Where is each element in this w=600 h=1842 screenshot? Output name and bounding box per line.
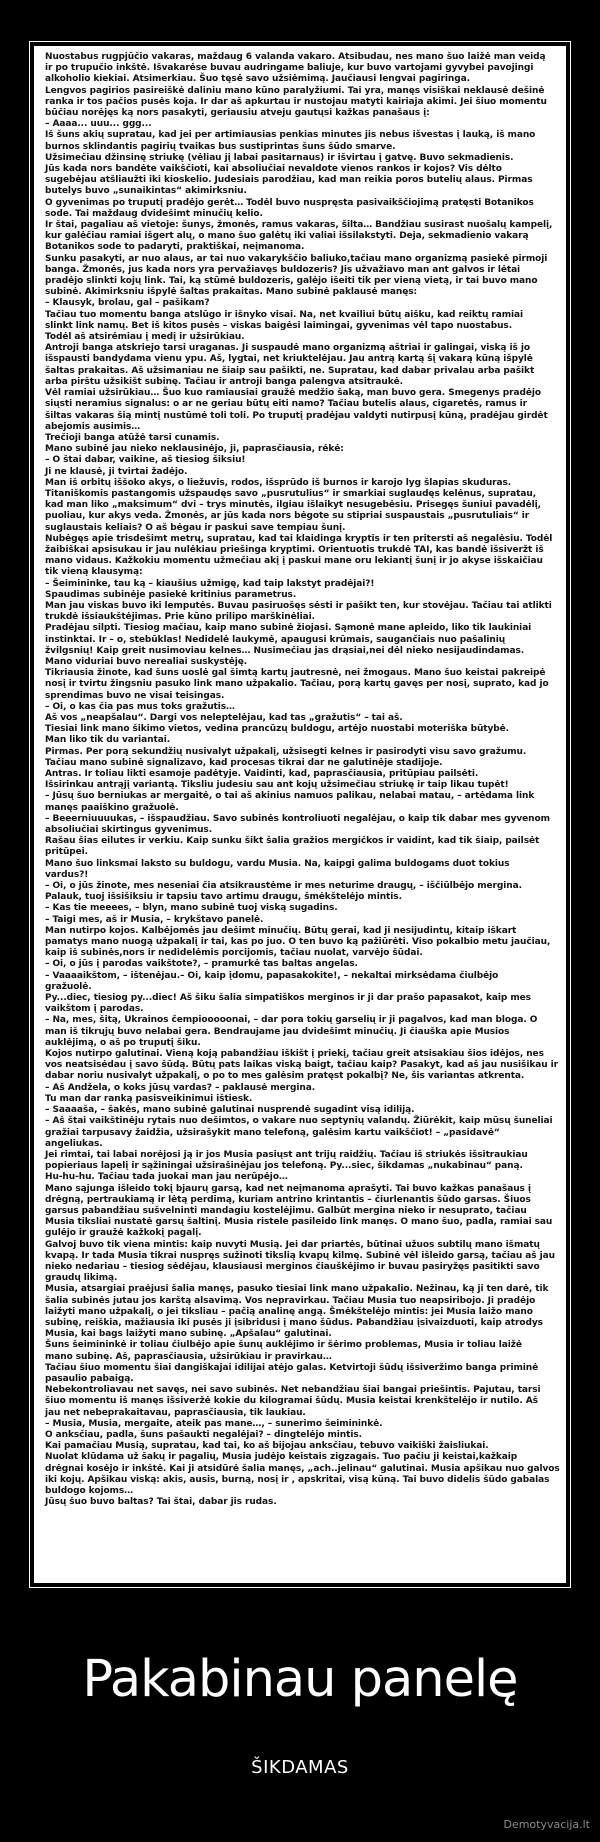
poster-text-line: – Šeimininke, tau ką – kiaušius užmigę, kad taip lakstyt pradėjai?!	[45, 578, 375, 589]
poster-text-line: Tiesiai link mano šikimo vietos, vedina prancūzų buldogu, artėjo nuostabi moteriška būtybė.	[45, 724, 509, 735]
poster-text-line: Rašau šias eilutes ir verkiu. Kaip sunku šikt šalia gražios mergičkos ir vaidint, kad tik šiaip, pailsėt	[45, 836, 540, 847]
poster-text-line: O anksčiau, padla, šuns pašaukti negalėjai? – dingtelėjo mintis.	[45, 1429, 362, 1440]
poster-text-line: pradėjo slinkti kojų link. Tai, ką stūmė buldozeris, galėjo išeiti tik per vieną vietą, ir tai buvo mano	[45, 276, 538, 287]
poster-text-line: Man liko tik du variantai.	[45, 735, 171, 746]
poster-text-line: tik vieną klausymą:	[45, 567, 143, 578]
poster-text-line: banga. Žmonės, jus kada nors yra pervažiavęs buldozeris? Jis užvažiavo man ant galvos ir lėtai	[45, 264, 521, 275]
poster-text-line: Musia, atsargiai praėjusi šalia manęs, pasuko tiesiai link mano užpakalio. Nežinau, ką ji ten darė, tik	[45, 1284, 549, 1295]
poster-text-line: Galvoj buvo tik viena mintis: kaip nuvyti Musią. Jei dar priartės, būtinai užuos subtilų mano išmatų	[45, 1239, 540, 1250]
poster-text-line: žvilgsnių! Kaip greit nusimoviau kelnes… Nusimečiau jas drąsiai,nei dėl nieko nesijaudindamas.	[45, 645, 525, 656]
poster-text-line: Užsimečiau džinsinę striukę (vėliau jį labai pasitarnaus) ir išvirtau į gatvę. Buvo sekmadienis.	[45, 152, 514, 163]
poster-text-line: slinkt link namų. Bet iš kitos pusės – viskas baigėsi laimingai, gyvenimas vėl tapo nuostabus.	[45, 320, 513, 331]
poster-text-line: suglaustais keliais? O aš bėgau ir paskui save tempiau šunį.	[45, 522, 346, 533]
subtitle: ŠIKDAMAS	[251, 1757, 349, 1778]
poster-text-line: Nebekontroliavau net savęs, nei savo subinės. Net nebandžiau šiai bangai priešintis. Pajutau, tarsi	[45, 1385, 541, 1396]
poster-text-line: Mano subinė jau nieko neklausinėjo, ji, paprasčiausia, rėkė:	[45, 444, 344, 455]
poster-text-line: iki kojų. Apšikau viską: akis, ausis, burną, nosį ir , apskritai, visą kūną. Tai buvo didelis šūdo gabalas	[45, 1474, 550, 1485]
poster-text-line: Pradėjau silpti. Tiesiog mačiau, kaip mano subinė žiojasi. Sąmonė mane apleido, liko tik laukiniai	[45, 623, 532, 634]
poster-text-line: Šuns šeimininkė ir toliau čiulbėjo apie šunų auklėjimo ir šėrimo problemas, Musia ir toliau laižė	[45, 1340, 522, 1351]
poster-text-line: ir po trupučio inkštė. Išvakarėse buvau audringame baliuje, kur buvo vartojami gyvybei pavojingi	[45, 63, 534, 74]
poster-text-line: Jūsų šuo buvo baltas? Tai štai, dabar jis rudas.	[45, 1497, 277, 1508]
poster-text-line: Jūs kada nors bandėte vaikščioti, kai absoliučiai nevaldote vienos rankos ir kojos? Vis dėlto	[45, 164, 502, 175]
poster-text-line: – Aš Andželа, o koks jūsų vardas? – paklausė mergina.	[45, 1082, 316, 1093]
poster-text-line: gulėjo ir graužė kažkokį pagalį.	[45, 1228, 202, 1239]
poster-text-line: Lengvos pagirios pasireiškė daliniu mano kūno paralyžiumi. Tai yra, manęs visiškai neklausė dešinė	[45, 85, 545, 96]
poster-text-line: pritūpei.	[45, 847, 89, 858]
poster-text-line: – Jūsų šuo berniukas ar mergaitė, o tai aš akinius namuos palikau, nelabai matau, – artėdama link	[45, 791, 535, 802]
poster-text-line: kad man liko „maksimum“ dvi – trys minutės, ilgiau išlaikyt nesugebėsiu. Prisegęs šuniui pavadėlį,	[45, 500, 542, 511]
poster-text-line: auklėjimą, o aš po truputį šiku.	[45, 1037, 201, 1048]
poster-text-line: kur galėčiau ramiai išgert alų, o mano šuo galėtų iki valiai išsilakstyti. Deja, sekmadienio vakarą	[45, 231, 529, 242]
poster-text-line: šiuo momentu iš manęs išsiveržė kokie du kilogramai šūdų. Musia keistai krenkštelėjo ir nutilo. Aš	[45, 1396, 538, 1407]
poster-text-line: subinė. Akimirksniu išpylė šaltas prakaitas. Mano subinė paklausė manęs:	[45, 287, 418, 298]
poster-text-line: – Taigi mes, aš ir Musia, – krykštavo panelė.	[45, 914, 264, 925]
poster-text-line: pasaulio pabaigą.	[45, 1373, 134, 1384]
poster-text-line: drėgnai kosėjo ir inkštė. Kai ji atsidūrė šalia manęs, „ach..jelinau“ galutinai. Musia apšikau nuo galvos	[45, 1463, 560, 1474]
poster-text-line: Aš vos „neapšalau“. Dargi vos neleptelėjau, kad tas „gražutis“ – tai aš.	[45, 712, 403, 723]
poster-text-line: nieko nedariau – tiesiog sėdėjau, klausiausi merginos čiauškėjimo ir buvau pasiryžęs pasitikti savo	[45, 1261, 540, 1272]
poster-text-line: Pirmas. Per porą sekundžių nusivalyt užpakalį, užsisegti kelnes ir pasirodyti visu savo gražumu.	[45, 746, 527, 757]
poster-text-line: Man nutirpo kojos. Kalbėjomės jau dešimt minučių. Būtų gerai, kad ji nesijudintų, kitaip iškart	[45, 925, 517, 936]
poster-text-line: – Oi, o kas čia pas mus toks gražutis…	[45, 701, 235, 712]
poster-text-line: Nuostabus rugpjūčio vakaras, maždaug 6 valanda vakaro. Atsibudau, nes mano šuo laižė man veidą	[45, 52, 546, 62]
poster-text-line: Mano sąjunga išleido tokį bjaurų garsą, kad net neįmanoma aprašyti. Tai buvo kažkas panašaus į	[45, 1183, 531, 1194]
poster-text-line: – Klausyk, brolau, gal – pašikam?	[45, 298, 210, 309]
poster-text-line: būčiau norėjęs ką nors pasakyti, geriausiu atveju gautųsi kažkas panašaus į:	[45, 108, 430, 119]
poster-text-line: Ji ne klausė, ji tvirtai žadėjo.	[45, 466, 188, 477]
poster-text-line: Sunku pasakyti, ar nuo alaus, ar tai nuo vakarykščio baliuko,tačiau mano organizmą pasiekė pirmoji	[45, 253, 548, 264]
poster-text-line: subinę, reiškia, mažiausia iki pusės ji įsibridusi į mano šūdus. Pabandžiau įsivaizduoti, kaip atrodys	[45, 1317, 543, 1328]
poster-text-line: Mano šuo linksmai laksto su buldogu, vardu Musia. Na, kaipgi galima buldogams duot tokius	[45, 858, 510, 869]
poster-text-line: šaltas prakaitas. Aš užsimaniau ne šiaip sau pašikti, ne. Supratau, kad dabar privalau arba pašikt	[45, 365, 535, 376]
poster-text-line: – Beeerniuuuukas, – išspaudžiau. Savo subinės kontroliuoti negalėjau, o kaip tik dabar mes gyvenom	[45, 813, 550, 824]
poster-text-line: Antroji banga atskriejo tarsi uraganas. Ji suspaudė mano organizmą aštriai ir galingai, viską iš jo	[45, 343, 530, 354]
poster-text-line: Tačiau tuo momentu banga atslūgo ir išnyko visai. Na, net kvailiui būtų aišku, kad reiktų ramiai	[45, 309, 524, 320]
poster-text-line: Musia, kai bags laižyti mano subinę. „Apšalau“ galutinai.	[45, 1329, 332, 1340]
poster-text-line: Todėl aš atsirėmiau į medį ir užsirūkiau.	[45, 332, 245, 343]
poster-text-line: vardus?!	[45, 869, 89, 880]
poster-text-line: absoliučiai skirtingus gyvenimus.	[45, 825, 213, 836]
poster-text-line: – O štai dabar, vaikine, aš tiesiog šiksiu!	[45, 455, 246, 466]
poster-text-line: abejomis ausimis…	[45, 421, 141, 432]
poster-text-line: – Musia, Musia, mergaite, ateik pas mane…, – sunerimo šeimininkė.	[45, 1418, 383, 1429]
poster-text-line: Nubėgęs apie trisdešimt metrų, supratau, kad tai klaidinga kryptis ir ten pritersti aš negalėsiu. Todėl	[45, 533, 553, 544]
poster-text-line: Palauk, tuoj išsišiksiu ir tapsiu tavo artimu draugu, šmėkštelėjo mintis.	[45, 892, 402, 903]
poster-text-line: Tikriausia žinote, kad šuns uoslė gal šimtą kartų jautresnė, nei žmogaus. Mano šuo keistai pakreipė	[45, 668, 546, 679]
poster-text-line: graudų likimą.	[45, 1273, 118, 1284]
poster-text-line: kvapą. Ir tada Musia tikrai nuspręs sužinoti tikslią kvapų kilmę. Subinė vėl išleido garsą, tačiau aš jau	[45, 1250, 555, 1261]
poster-text-line: angeliukas.	[45, 1138, 103, 1149]
poster-text-line: nosį ir tvirtu žingsniu pasuko link mano užpakalio. Tačiau, porą kartų gavęs per nosį, suprato, kad jo	[45, 679, 549, 690]
poster-text-line: Trečioji banga atūžė tarsi cunamis.	[45, 432, 220, 443]
poster-text-line: sode. Tai maždaug dvidešimt minučių kelio.	[45, 208, 263, 219]
poster-text-line: dabar noriu nusivalyt užpakalį, o po to mes galėsim pratęst pokalbį? Ne, šis variantas atkrenta.	[45, 1071, 525, 1082]
poster-text-line: popieriaus lapelį ir sąžiningai užsirašinėjau jos telefoną. Py...siec, šikdamas „nukabinau“ paną.	[45, 1161, 523, 1172]
poster-text-line: butelys buvo „sunaikintas“ akimirksniu.	[45, 186, 247, 197]
poster-text-line: Spaudimas subinėje pasiekė kritinius parametrus.	[45, 589, 297, 600]
poster-text-line: Ir štai, pagaliau aš vietoje: šunys, žmonės, ramus vakaras, šilta… Bandžiau susirast nuošalų kampelį,	[45, 220, 553, 231]
poster-text-line: Tačiau mano subinė signalizavo, kad procesas tikrai dar ne galutinėje stadijoje.	[45, 757, 443, 768]
poster-frame	[29, 41, 571, 1588]
poster-text-line: vaikštom į parodas.	[45, 1004, 144, 1015]
poster-text-line: manęs paaiškino gražuolė.	[45, 802, 179, 813]
poster-text-line: Iš šuns akių supratau, kad jei per artimiausias penkias minutes jis nebus išvestas į lauką, iš mano	[45, 130, 536, 141]
poster-text-line: Vėl ramiai užsirūkiau… Šuo kuo ramiausiai graužė medžio šaką, man buvo gera. Smegenys pradėjo	[45, 388, 541, 399]
poster-text-line: – Aaaa... uuu... ggg...	[45, 119, 152, 130]
poster-text-line: buldogo kojoms…	[45, 1486, 134, 1496]
poster-text-line: gražiai tarpusavy žaidžia, užsirašykit mano telefoną, galėsim kartu vaikščiot! – „pasidavė“	[45, 1127, 500, 1138]
poster-text-line: žaibiškai apsisukau ir jau nulėkiau priešinga kryptimi. Orientuotis trukdė TAI, kas bandė išsiveržt iš	[45, 544, 544, 555]
poster-text-line: – Saaaaša, – šakės, mano subinė galutinai nusprendė sugadint visą idiliją.	[45, 1105, 415, 1116]
poster-text-line: Man jau viskas buvo iki lemputės. Buvau pasiruošęs sėsti ir pašikt ten, kur stovėjau. Tačiau tai atlikti	[45, 600, 552, 611]
poster-text-line: mano subinę. Aš, paprasčiausia, užsirūkiau ir pravirkau…	[45, 1351, 332, 1362]
poster-text-line: pamatys mano nuogą užpakalį ir tai, kas po juo. O ten buvo ką pažiūrėti. Viso pokalbio metu jaučiau,	[45, 937, 551, 948]
poster-text-line: Kai pamačiau Musią, supratau, kad tai, ko aš bijojau anksčiau, tebuvo vaikiški žaisliukai.	[45, 1441, 489, 1452]
poster-text-line: – Aš štai vaikštinėju rytais nuo dešimtos, o vakare nuo septynių valandų. Žiūrėkit, kaip mūsų šuneliai	[45, 1116, 553, 1127]
poster-text-line: drėgną, pertraukiamą ir lėtą perdimą, kuriam antrino krintantis – čiurlenantis šūdo garsas. Šiuos	[45, 1194, 531, 1205]
poster-text-line: Antras. Ir toliau likti esamoje padėtyje. Vaidinti, kad, paprasčiausia, pritūpiau pailsėti.	[45, 769, 479, 779]
watermark: Demotyvacija.lt	[503, 1818, 590, 1831]
poster-text-line: mano vidaus. Kažkokiu momentu užmečiau akį į paskui mane oru lekiantį šunį ir jo akyse išskaičiau	[45, 556, 543, 567]
poster-text-line: – Oi, o jūs į parodas vaikštote?, – pramurkė tas baltas angelas.	[45, 959, 358, 970]
poster-text-line: puoliau, kur akys veda. Žmonės, ar jūs kada nors bėgote su stipriai suspaustais „pusrutuliais“ ir	[45, 511, 530, 522]
poster-text-line: arba pirštu užsikišt subinę. Tačiau ir antroji banga palengva atsitraukė.	[45, 376, 403, 387]
poster-text-line: Mano viduriai buvo nerealiai suskystėję.	[45, 656, 248, 667]
poster-text-line: garsus pabandžiau sušvelninti mandagiu kostelėjimu. Galbūt mergina nieko ir nesuprato, tačiau	[45, 1205, 527, 1216]
poster-text-line: Tu man dar ranką pasisveikinimui ištiesk.	[45, 1093, 253, 1104]
poster-text-line: – Na, mes, šitą, Ukrainos čempiooooonai, – dar pora tokių garselių ir ji pagalvos, kad man bloga. O	[45, 1015, 538, 1026]
poster-text-line: trukdė išsiaukštėjimas. Prie kūno prilipo marškinėliai.	[45, 612, 315, 623]
poster-text-line: Tačiau šiuo momentu šiai dangiškajai idilijai atėjo galas. Ketvirtoji šūdų išsiveržimo banga priminė	[45, 1362, 539, 1373]
poster-text-line: – Kas tie meeees, – blyn, mano subinė tuoj viską sugadins.	[45, 903, 338, 914]
poster-text-line: Išsirinkau antrąjį variantą. Tiksliu judesiu sau ant kojų užsimečiau striukę ir taip likau tupėt!	[45, 780, 509, 791]
poster-text-line: Py...diec, tiesiog py...diec! Aš šiku šalia simpatiškos merginos ir ji dar prašo papasakot, kaip mes	[45, 993, 531, 1004]
poster-text-line: alkoholio kiekiai. Atsimerkiau. Šuo tęsė savo užsiėmimą. Jaučiausi lengvai pagiringa.	[45, 74, 470, 85]
poster-text-line: Nuolat klūdama už šakų ir pagalių, Musia judėjo keistais zigzagais. Tuo pačiu ji keistai,kažkaip	[45, 1452, 518, 1463]
poster-text-line: šiltas vakaras šią mintį nustūmė toli toli. Po truputį pradėjau valdyti nutirpusį kūną, pradėjau girdėt	[45, 410, 548, 421]
poster-text-line: Musia tiksliai nustatė garsų šaltinį. Musia ristele pasileido link manęs. O mano šuo, padla, ramiai sau	[45, 1217, 553, 1228]
poster-text-line: laižyti mano užpakalį, o jei tiksliau – pačią analinę angą. Šmėkštelėjo mintis: jei Musia laižo mano	[45, 1306, 533, 1317]
poster-text-line: – Oi, o jūs žinote, mes neseniai čia atsikraustėme ir mes neturime draugų, – iščiūlbėjo mergina.	[45, 881, 522, 892]
poster-text-line: burnos sklindantis pagirių tvaikas bus sustiprintas šuns šūdo smarve.	[45, 141, 396, 152]
poster-text-line: ranka ir tos pačios pusės koja. Ir dar aš apkurtau ir nustojau matyti kairiaja akimi. Jei šiuo momentu	[45, 96, 547, 107]
poster-text-line: gražuolė.	[45, 981, 92, 992]
headline: Pakabinau panelę	[82, 1650, 518, 1709]
poster-text-line: sugebėjau atšliaužti iki kioskelio. Judesiais parodžiau, kad man reikia poros butelių alaus. Pirmas	[45, 175, 533, 186]
poster-text-line: siųsti neramius signalus: o ar ne geriau būtų eiti namo? Tačiau butelis alaus, cigaretės, ramus ir	[45, 399, 527, 410]
poster-text-line: Jei rimtai, tai labai norėjosi ją ir jos Musia pasiųst ant trijų raidžių. Tačiau iš striukės išsitraukiau	[45, 1149, 528, 1160]
poster-text-line: šalia subinės jutau jos karštą alsavimą. Vos nepravirkau. Tačiau Musia tuo neapsiribojo. Ji pradėjo	[45, 1295, 536, 1306]
poster-text	[34, 46, 566, 1583]
poster-text-line: vos neatsisėdau į savo šūdą. Būtų pats laikas viską baigt, tačiau kaip? Pasakyt, kad aš jau nusišikau ir	[45, 1060, 558, 1071]
poster-text-line: Hu-hu-hu. Tačiau tada juokai man jau nerūpėjo…	[45, 1172, 288, 1183]
poster-text-line: O gyvenimas po truputį pradėjo gerėt… Todėl buvo nuspręsta pasivaikščiojimą pratęsti Botanikos	[45, 197, 534, 208]
poster-text-line: – Vaaaaikštom, – ištenėjau.– Oi, kaip įdomu, papasakokite!, – nekaltai mirksėdama čiulbėjo	[45, 970, 499, 981]
poster-text-line: išspausti bandydama vienu ypu. Aš, lygtai, net kriuktelėjau. Jau antrą kartą šį vakarą kūną išpylė	[45, 354, 533, 365]
poster-text-line: Man iš orbitų iššoko akys, o liežuvis, rodos, išsprūdo iš burnos ir karojo lyg šlapias skuduras.	[45, 477, 512, 488]
poster-text-line: sprendimas buvo ne visai teisingas.	[45, 690, 225, 701]
poster-text-line: kaip iš subinės,nors ir nedidelėmis porcijomis, tačiau nuolat, varvėjo šūdai.	[45, 948, 423, 959]
poster-text-line: jau net nebeprakaitavau, paprasčiausia, tik laukiau.	[45, 1407, 306, 1418]
poster-text-line: man iš tikrųjų buvo nelabai gera. Bendraujame jau dvidešimt minučių. Ji čiauška apie Musios	[45, 1026, 510, 1037]
poster-text-line: Botanikos sode to padaryti, praktiškai, neįmanoma.	[45, 242, 305, 253]
poster-text-line: Titaniškomis pastangomis užspaudęs savo „pusrutulius“ ir smarkiai suglaudęs kelėnus, supratau,	[45, 488, 537, 499]
poster-text-line: Kojos nutirpo galutinai. Vieną koją pabandžiau iškišt į priekį, tačiau greit atsisakiau šios idėjos, nes	[45, 1049, 544, 1060]
poster-text-line: instinktai. Ir – o, stebūklas! Nedidelė laukymė, apaugusi krūmais, saugančiais nuo pašalinių	[45, 634, 506, 645]
